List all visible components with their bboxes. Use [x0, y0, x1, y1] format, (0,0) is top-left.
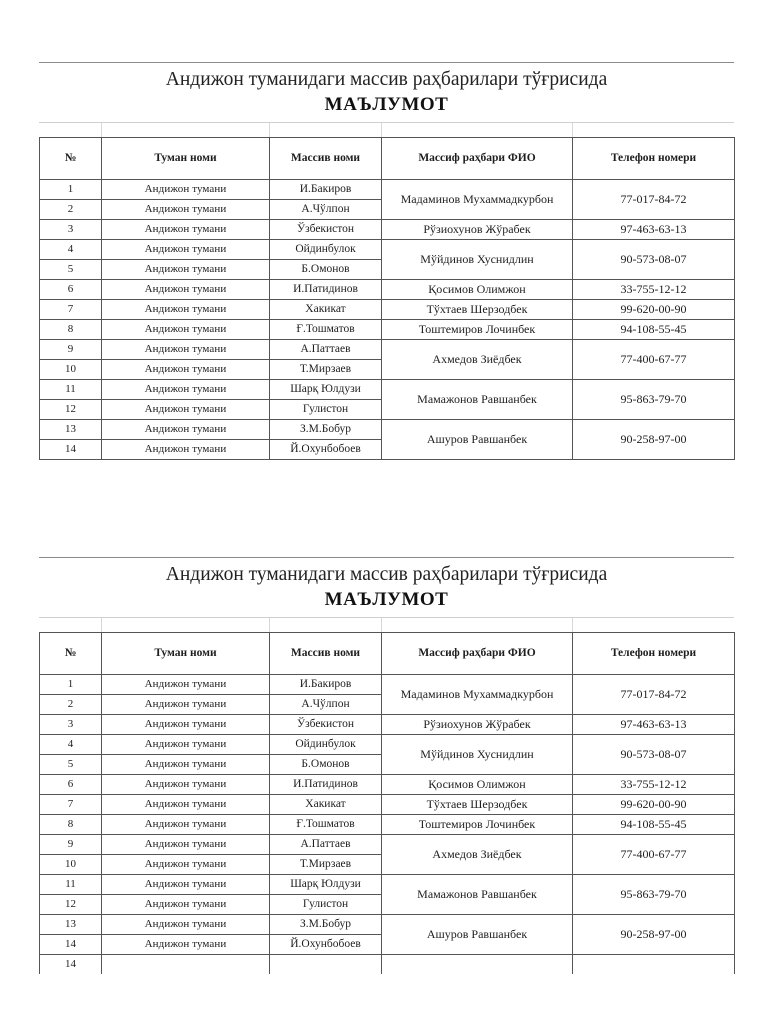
row-number: 2 [40, 200, 102, 220]
phone-cell: 94-108-55-45 [573, 320, 735, 340]
row-number: 6 [40, 280, 102, 300]
district-cell: Андижон тумани [102, 240, 270, 260]
phone-cell: 77-017-84-72 [573, 180, 735, 220]
district-cell: Андижон тумани [102, 895, 270, 915]
phone-cell: 77-017-84-72 [573, 675, 735, 715]
leader-cell: Ашуров Равшанбек [382, 420, 573, 460]
district-cell: Андижон тумани [102, 400, 270, 420]
massiv-cell: Шарқ Юлдузи [270, 875, 382, 895]
spacer-row [39, 122, 734, 137]
leader-cell: Мўйдинов Хуснидлин [382, 240, 573, 280]
document-heading: МАЪЛУМОТ [324, 94, 449, 115]
document-title: Андижон туманидаги массив раҳбарилари тўғрисида [165, 69, 608, 90]
phone-cell: 90-258-97-00 [573, 915, 735, 955]
row-number: 9 [40, 340, 102, 360]
district-cell: Андижон тумани [102, 915, 270, 935]
massiv-cell: Ғ.Тошматов [270, 815, 382, 835]
row-number: 11 [40, 380, 102, 400]
phone-cell: 97-463-63-13 [573, 715, 735, 735]
column-header-district: Туман номи [102, 633, 270, 675]
phone-cell: 97-463-63-13 [573, 220, 735, 240]
row-number: 4 [40, 240, 102, 260]
district-cell: Андижон тумани [102, 675, 270, 695]
massiv-cell: И.Патидинов [270, 280, 382, 300]
leader-cell: Ахмедов Зиёдбек [382, 835, 573, 875]
massiv-cell: Шарқ Юлдузи [270, 380, 382, 400]
table-header-row [40, 633, 735, 675]
table-row [40, 735, 735, 755]
leader-cell: Тўхтаев Шерзодбек [382, 795, 573, 815]
phone-cell: 77-400-67-77 [573, 835, 735, 875]
phone-cell [573, 955, 735, 975]
phone-cell: 33-755-12-12 [573, 280, 735, 300]
massiv-cell: А.Паттаев [270, 835, 382, 855]
row-number: 3 [40, 220, 102, 240]
massiv-cell: Гулистон [270, 400, 382, 420]
table-row [40, 815, 735, 835]
column-header-leader: Массиф раҳбари ФИО [382, 633, 573, 675]
column-header-num: № [40, 138, 102, 180]
phone-cell: 95-863-79-70 [573, 380, 735, 420]
leader-cell: Қосимов Олимжон [382, 775, 573, 795]
table-row [40, 340, 735, 360]
table-row [40, 835, 735, 855]
phone-cell: 77-400-67-77 [573, 340, 735, 380]
district-cell: Андижон тумани [102, 440, 270, 460]
district-cell: Андижон тумани [102, 340, 270, 360]
phone-cell: 90-573-08-07 [573, 240, 735, 280]
massiv-cell: А.Чўлпон [270, 695, 382, 715]
row-number: 7 [40, 795, 102, 815]
district-cell: Андижон тумани [102, 260, 270, 280]
phone-cell: 90-258-97-00 [573, 420, 735, 460]
row-number: 5 [40, 260, 102, 280]
district-cell: Андижон тумани [102, 735, 270, 755]
leader-cell: Рўзиохунов Жўрабек [382, 220, 573, 240]
leader-cell: Тўхтаев Шерзодбек [382, 300, 573, 320]
table-body [40, 675, 735, 975]
district-cell: Андижон тумани [102, 855, 270, 875]
column-header-district: Туман номи [102, 138, 270, 180]
massiv-cell: Гулистон [270, 895, 382, 915]
massiv-cell: Ойдинбулок [270, 735, 382, 755]
massiv-cell: З.М.Бобур [270, 915, 382, 935]
leader-cell: Мадаминов Мухаммадкурбон [382, 180, 573, 220]
table-row [40, 420, 735, 440]
district-cell: Андижон тумани [102, 715, 270, 735]
district-cell: Андижон тумани [102, 180, 270, 200]
district-cell: Андижон тумани [102, 755, 270, 775]
district-cell: Андижон тумани [102, 320, 270, 340]
column-header-phone: Телефон номери [573, 138, 735, 180]
table-row [40, 915, 735, 935]
massiv-cell: А.Чўлпон [270, 200, 382, 220]
district-cell: Андижон тумани [102, 815, 270, 835]
table-header-row [40, 138, 735, 180]
row-number: 13 [40, 420, 102, 440]
leader-cell: Мамажонов Равшанбек [382, 380, 573, 420]
massiv-cell: И.Бакиров [270, 675, 382, 695]
massiv-cell: Ўзбекистон [270, 220, 382, 240]
column-header-leader: Массиф раҳбари ФИО [382, 138, 573, 180]
massiv-cell: И.Бакиров [270, 180, 382, 200]
sheet-header [39, 557, 734, 617]
leader-cell: Ашуров Равшанбек [382, 915, 573, 955]
table-row [40, 240, 735, 260]
massiv-cell: Й.Охунбобоев [270, 440, 382, 460]
massiv-cell: А.Паттаев [270, 340, 382, 360]
row-number: 10 [40, 360, 102, 380]
massiv-cell: Й.Охунбобоев [270, 935, 382, 955]
district-cell: Андижон тумани [102, 280, 270, 300]
massiv-cell: Т.Мирзаев [270, 855, 382, 875]
table-row [40, 795, 735, 815]
row-number: 7 [40, 300, 102, 320]
district-cell: Андижон тумани [102, 360, 270, 380]
leader-cell [382, 955, 573, 975]
massiv-cell: Б.Омонов [270, 260, 382, 280]
district-cell: Андижон тумани [102, 875, 270, 895]
row-number: 4 [40, 735, 102, 755]
massiv-leaders-table [39, 632, 735, 974]
district-cell: Андижон тумани [102, 380, 270, 400]
table-row [40, 775, 735, 795]
massiv-cell: З.М.Бобур [270, 420, 382, 440]
table-body [40, 180, 735, 460]
document-title: Андижон туманидаги массив раҳбарилари тўғрисида [165, 564, 608, 585]
leader-cell: Тоштемиров Лочинбек [382, 320, 573, 340]
leader-cell: Ахмедов Зиёдбек [382, 340, 573, 380]
document-heading: МАЪЛУМОТ [324, 589, 449, 610]
phone-cell: 99-620-00-90 [573, 300, 735, 320]
district-cell: Андижон тумани [102, 835, 270, 855]
column-header-phone: Телефон номери [573, 633, 735, 675]
district-cell [102, 955, 270, 975]
row-number: 13 [40, 915, 102, 935]
row-number: 14 [40, 955, 102, 975]
row-number: 8 [40, 320, 102, 340]
table-row-extra [40, 955, 735, 975]
district-cell: Андижон тумани [102, 935, 270, 955]
phone-cell: 99-620-00-90 [573, 795, 735, 815]
table-row [40, 380, 735, 400]
table-row [40, 180, 735, 200]
leader-cell: Рўзиохунов Жўрабек [382, 715, 573, 735]
phone-cell: 33-755-12-12 [573, 775, 735, 795]
row-number: 1 [40, 180, 102, 200]
massiv-cell: Ўзбекистон [270, 715, 382, 735]
row-number: 1 [40, 675, 102, 695]
row-number: 11 [40, 875, 102, 895]
leader-cell: Мадаминов Мухаммадкурбон [382, 675, 573, 715]
table-row [40, 675, 735, 695]
district-cell: Андижон тумани [102, 300, 270, 320]
leader-cell: Тоштемиров Лочинбек [382, 815, 573, 835]
sheet-copy-1 [39, 62, 734, 460]
row-number: 8 [40, 815, 102, 835]
district-cell: Андижон тумани [102, 420, 270, 440]
row-number: 14 [40, 935, 102, 955]
row-number: 12 [40, 895, 102, 915]
table-row [40, 220, 735, 240]
row-number: 9 [40, 835, 102, 855]
leader-cell: Қосимов Олимжон [382, 280, 573, 300]
massiv-leaders-table [39, 137, 735, 460]
table-row [40, 300, 735, 320]
massiv-cell: Ойдинбулок [270, 240, 382, 260]
row-number: 14 [40, 440, 102, 460]
table-row [40, 280, 735, 300]
massiv-cell: Т.Мирзаев [270, 360, 382, 380]
table-row [40, 715, 735, 735]
district-cell: Андижон тумани [102, 775, 270, 795]
phone-cell: 95-863-79-70 [573, 875, 735, 915]
column-header-massiv: Массив номи [270, 138, 382, 180]
table-row [40, 875, 735, 895]
sheet-header [39, 62, 734, 122]
leader-cell: Мўйдинов Хуснидлин [382, 735, 573, 775]
phone-cell: 90-573-08-07 [573, 735, 735, 775]
row-number: 6 [40, 775, 102, 795]
district-cell: Андижон тумани [102, 200, 270, 220]
leader-cell: Мамажонов Равшанбек [382, 875, 573, 915]
row-number: 12 [40, 400, 102, 420]
massiv-cell: Хакикат [270, 795, 382, 815]
row-number: 2 [40, 695, 102, 715]
massiv-cell: Хакикат [270, 300, 382, 320]
massiv-cell: И.Патидинов [270, 775, 382, 795]
row-number: 5 [40, 755, 102, 775]
sheet-copy-2 [39, 557, 734, 974]
district-cell: Андижон тумани [102, 695, 270, 715]
district-cell: Андижон тумани [102, 795, 270, 815]
column-header-massiv: Массив номи [270, 633, 382, 675]
spacer-row [39, 617, 734, 632]
massiv-cell: Б.Омонов [270, 755, 382, 775]
row-number: 3 [40, 715, 102, 735]
row-number: 10 [40, 855, 102, 875]
massiv-cell [270, 955, 382, 975]
column-header-num: № [40, 633, 102, 675]
phone-cell: 94-108-55-45 [573, 815, 735, 835]
massiv-cell: Ғ.Тошматов [270, 320, 382, 340]
table-row [40, 320, 735, 340]
district-cell: Андижон тумани [102, 220, 270, 240]
